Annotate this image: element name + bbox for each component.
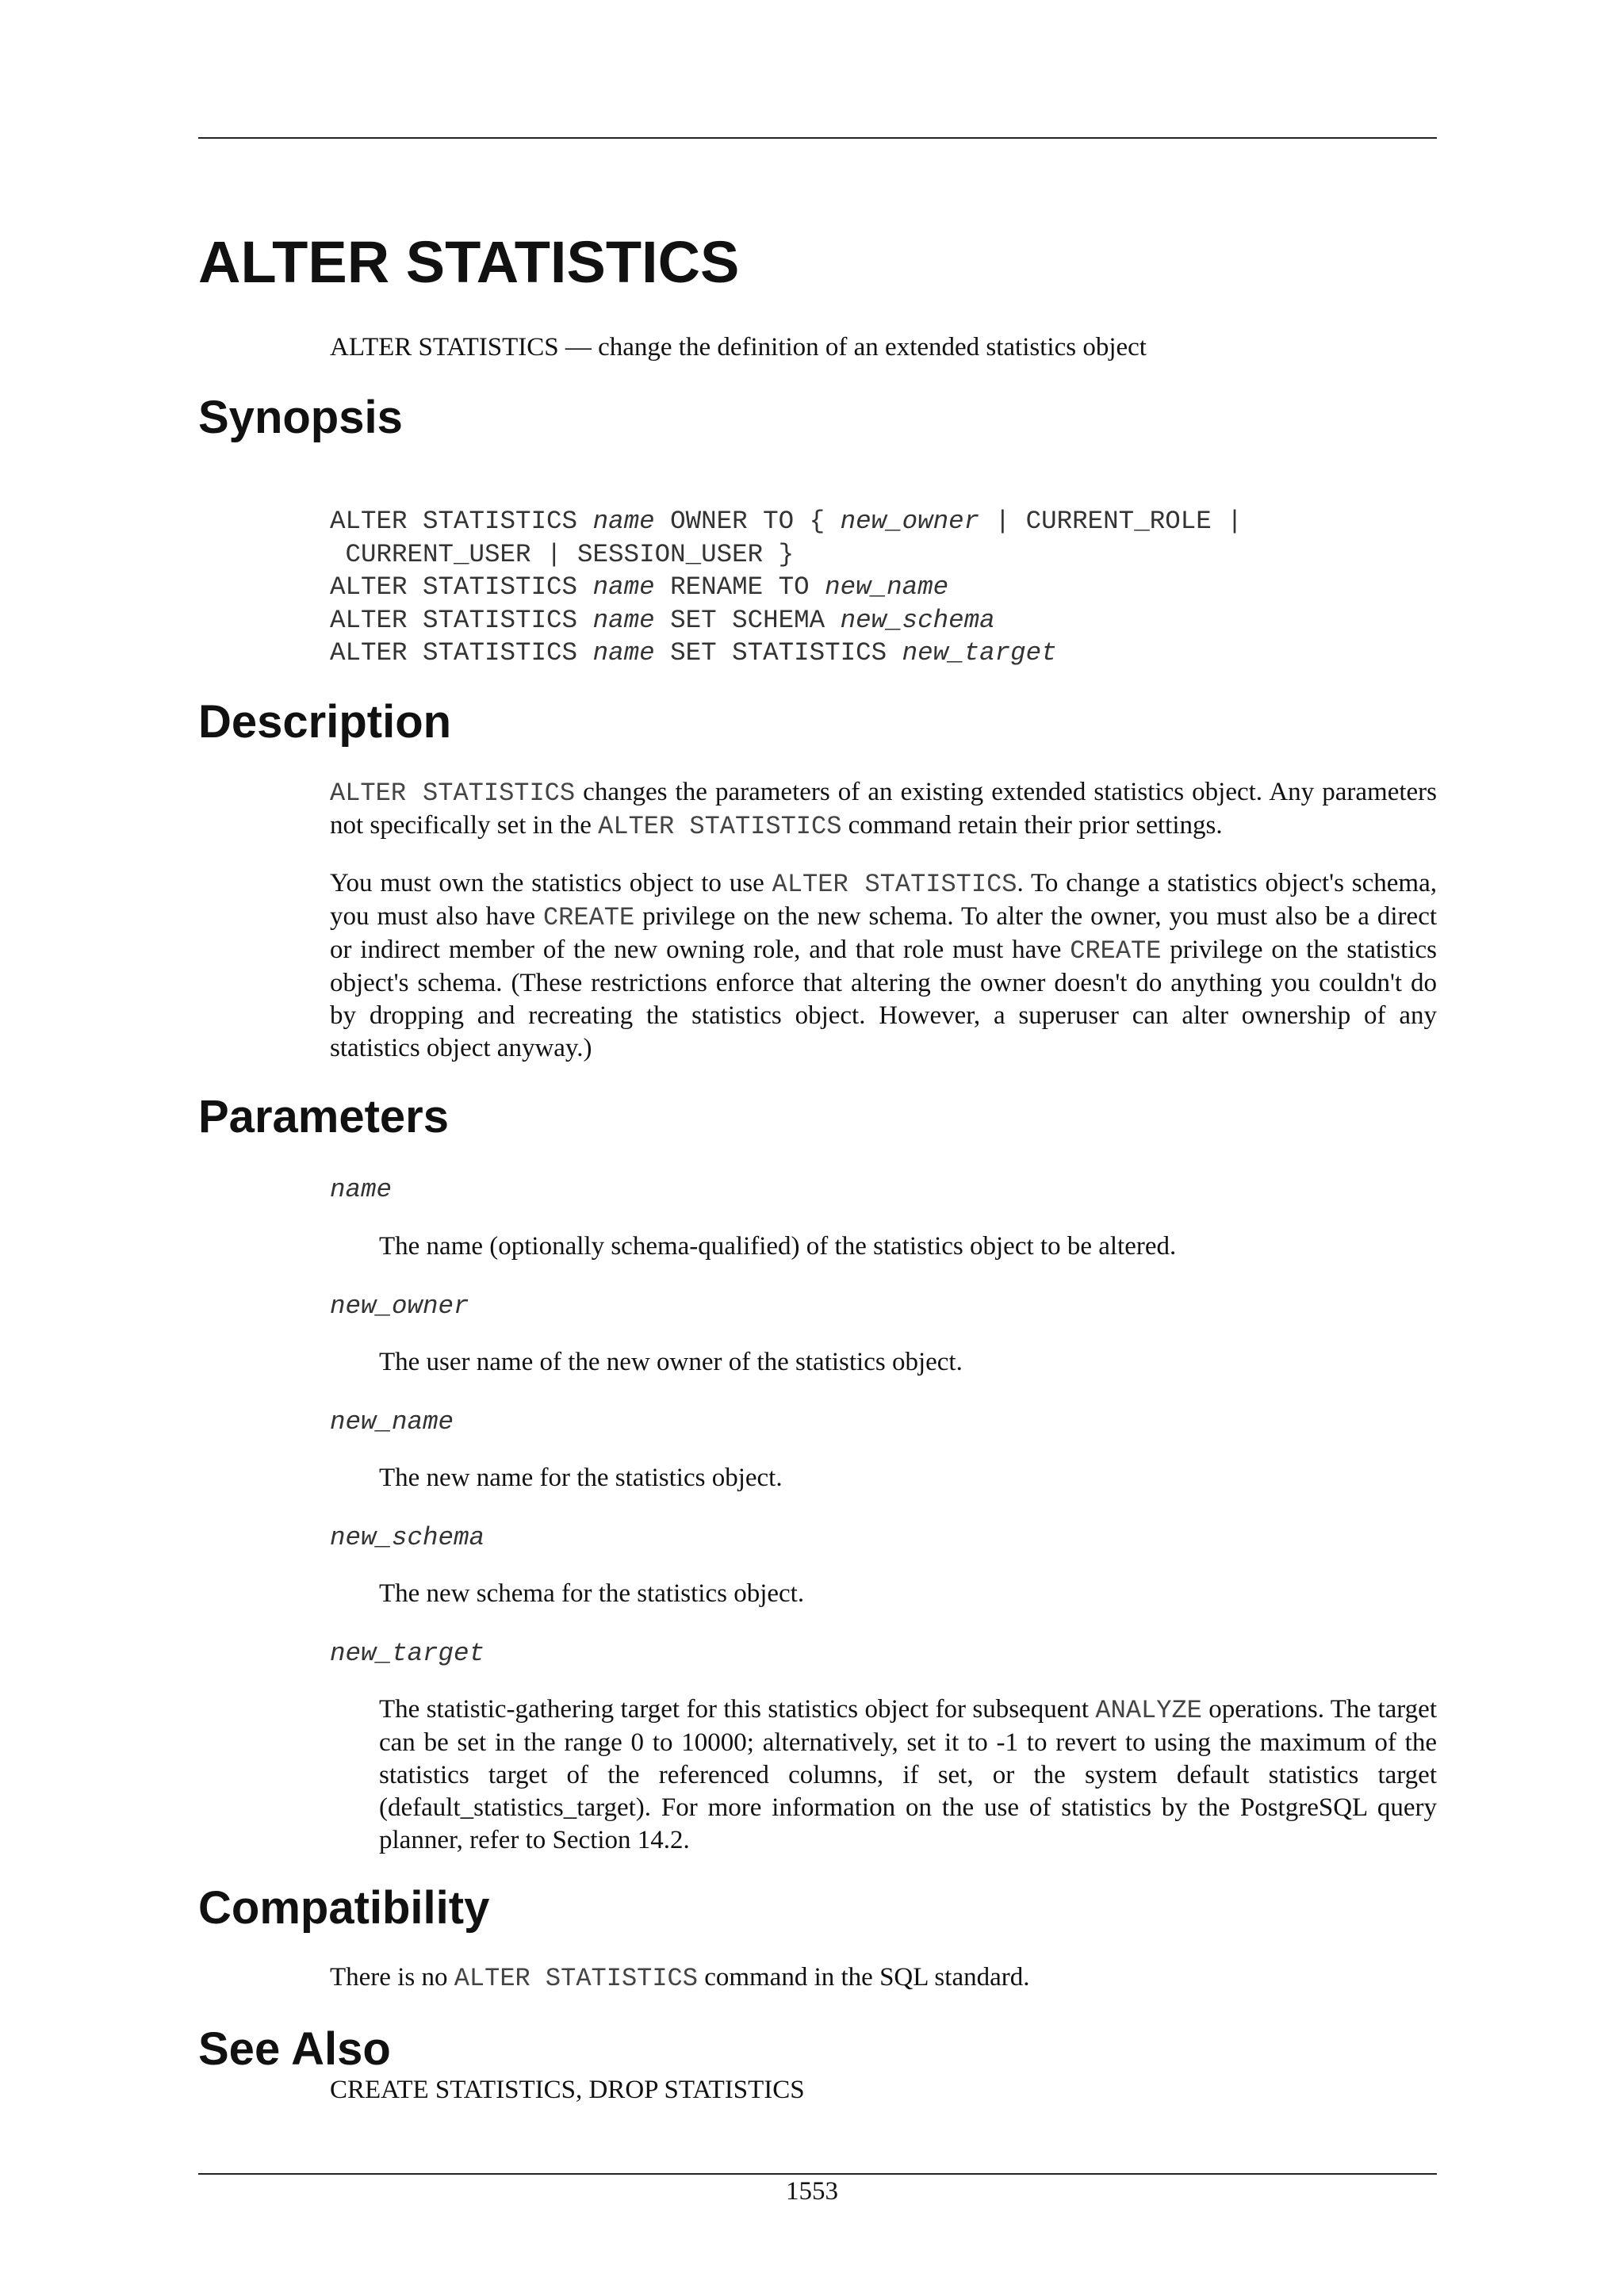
section-heading-compatibility: Compatibility	[198, 1882, 490, 1934]
synopsis-code-block: ALTER STATISTICS name OWNER TO { new_owner | CURRENT_ROLE | CURRENT_USER | SESSION_USER } ALTER STATISTICS name RENAME TO new_name ALTER STATISTICS name SET SCHEMA new_schema ALTER STATISTICS name SET STATISTICS new_target	[330, 507, 1243, 668]
header-rule	[198, 137, 1437, 139]
section-heading-parameters: Parameters	[198, 1091, 449, 1142]
parameter-desc-name: The name (optionally schema-qualified) of the statistics object to be altered.	[379, 1232, 1177, 1261]
section-heading-description: Description	[198, 696, 452, 748]
page-number: 1553	[786, 2177, 838, 2206]
parameter-desc-new-owner: The user name of the new owner of the statistics object.	[379, 1348, 963, 1376]
description-paragraph-2: You must own the statistics object to use ALTER STATISTICS. To change a statistics object's schema, you must also have CREATE privilege on the new schema. To alter the owner, you must also be a direct or indirect member of the new owning role, and that role must have CREATE privilege on the statistics object's schema. (These restrictions enforce that altering the owner doesn't do anything you couldn't do by dropping and recreating the statistics object. However, a superuser can alter ownership of any statistics object anyway.)	[330, 869, 1438, 1062]
parameter-term-new-target: new_target	[330, 1639, 485, 1668]
parameter-desc-new-name: The new name for the statistics object.	[379, 1464, 783, 1492]
section-heading-synopsis: Synopsis	[198, 392, 403, 443]
parameter-term-new-schema: new_schema	[330, 1523, 485, 1552]
parameter-term-name: name	[330, 1175, 393, 1204]
parameter-desc-new-target: The statistic-gathering target for this statistics object for subsequent ANALYZE operations. The target can be set in the range 0 to 10000; alternatively, set it to -1 to revert to using the maximum of the statistics target of the referenced columns, if set, or the system default statistics target (default_statistics_target). For more information on the use of statistics by the PostgreSQL query planner, refer to Section 14.2.	[379, 1695, 1437, 1854]
see-also-links: CREATE STATISTICS, DROP STATISTICS	[330, 2076, 805, 2104]
parameter-term-new-owner: new_owner	[330, 1292, 469, 1321]
footer-rule	[198, 2173, 1437, 2175]
parameter-desc-new-schema: The new schema for the statistics object.	[379, 1579, 805, 1608]
section-heading-see-also: See Also	[198, 2023, 391, 2075]
compatibility-paragraph: There is no ALTER STATISTICS command in the SQL standard.	[330, 1963, 1030, 1993]
description-paragraph-1: ALTER STATISTICS changes the parameters of an existing extended statistics object. Any parameters not specifically set in the ALTER STATISTICS command retain their prior settings.	[330, 778, 1437, 841]
page-title: ALTER STATISTICS	[198, 229, 740, 295]
parameter-term-new-name: new_name	[330, 1407, 454, 1437]
refname-purpose: ALTER STATISTICS — change the definition of an extended statistics object	[330, 333, 1147, 362]
